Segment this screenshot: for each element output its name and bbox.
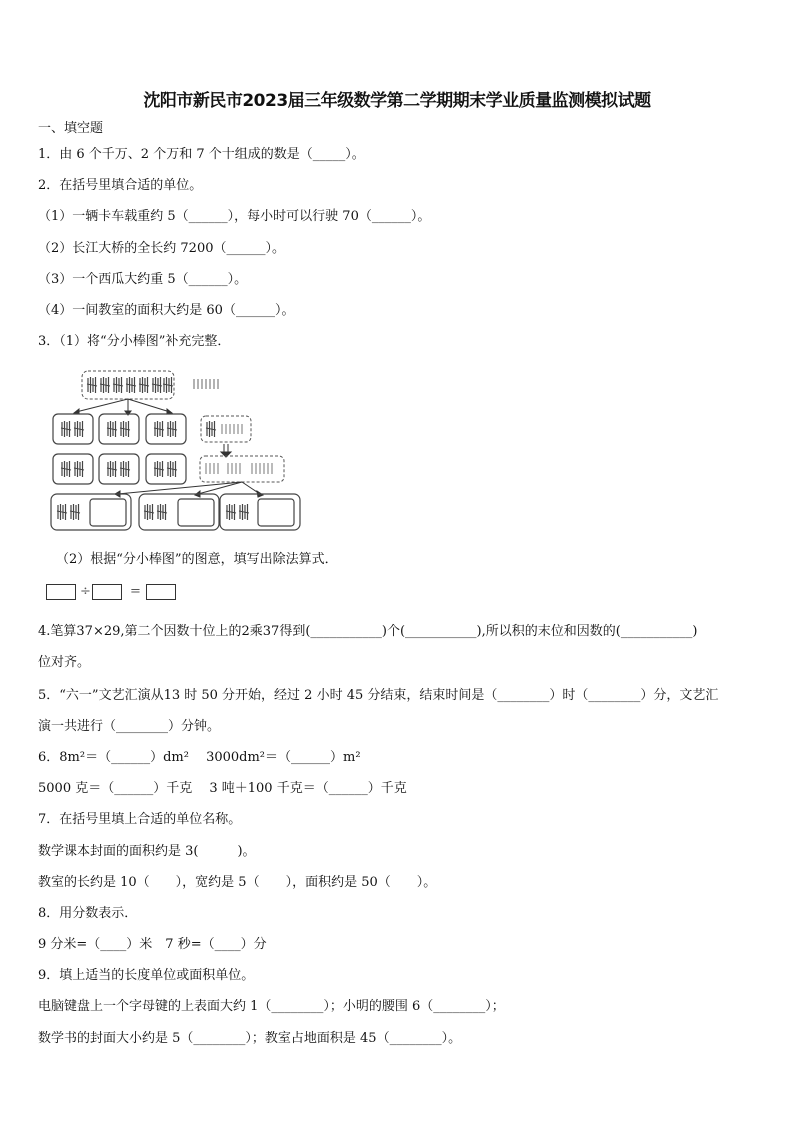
question-5-cont: 演一共进行（________）分钟。 (38, 719, 221, 734)
section-heading-fill-in: 一、填空题 (38, 121, 104, 136)
question-3-part-1: 3．（1）将“分小棒图”补充完整． (38, 334, 231, 349)
question-5: 5．“六一”文艺汇演从13 时 50 分开始，经过 2 小时 45 分结束，结束时间是（________）时（________）分，文艺汇 (38, 688, 719, 703)
question-2: 2．在括号里填合适的单位。 (38, 178, 203, 193)
question-8-line-1: 9 分米=（____）米 7 秒=（____）分 (38, 937, 267, 952)
dividend-box[interactable] (46, 584, 76, 600)
question-2-part-3: （3）一个西瓜大约重 5（______）。 (38, 272, 248, 287)
divide-sign: ÷ (80, 584, 91, 599)
question-7: 7．在括号里填上合适的单位名称。 (38, 812, 242, 827)
division-equation (46, 584, 186, 604)
question-7-line-2: 教室的长约是 10（ ），宽约是 5（ ），面积约是 50（ ）。 (38, 875, 437, 890)
question-2-part-1: （1）一辆卡车载重约 5（______），每小时可以行驶 70（______）。 (38, 209, 431, 224)
question-2-part-4: （4）一间教室的面积大约是 60（______）。 (38, 303, 295, 318)
question-6-line-1: 6．8m²＝（______）dm² 3000dm²＝（______）m² (38, 750, 361, 765)
question-6-line-2: 5000 克＝（______）千克 3 吨＋100 千克＝（______）千克 (38, 781, 407, 796)
question-9: 9．填上适当的长度单位或面积单位。 (38, 968, 255, 983)
page-title: 沈阳市新民市2023届三年级数学第二学期期末学业质量监测模拟试题 (143, 91, 651, 111)
question-9-line-1: 电脑键盘上一个字母键的上表面大约 1（________）；小明的腰围 6（________）； (38, 999, 505, 1014)
question-4-cont: 位对齐。 (38, 655, 91, 670)
question-2-part-2: （2）长江大桥的全长约 7200（______）。 (38, 241, 285, 256)
question-9-line-2: 数学书的封面大小约是 5（________）；教室占地面积是 45（________）。 (38, 1031, 462, 1046)
question-8: 8．用分数表示． (38, 906, 138, 921)
question-4: 4.笔算37×29,第二个因数十位上的2乘37得到(___________)个(___________),所以积的末位和因数的(___________) (38, 624, 698, 639)
quotient-box[interactable] (146, 584, 176, 600)
divisor-box[interactable] (92, 584, 122, 600)
question-7-line-1: 数学课本封面的面积约是 3( )。 (38, 844, 256, 859)
stick-division-figure (48, 366, 318, 536)
equals-sign: = (130, 584, 141, 599)
question-1: 1．由 6 个千万、2 个万和 7 个十组成的数是（_____）。 (38, 147, 365, 162)
question-3-part-2: （2）根据“分小棒图”的图意，填写出除法算式． (56, 552, 338, 567)
